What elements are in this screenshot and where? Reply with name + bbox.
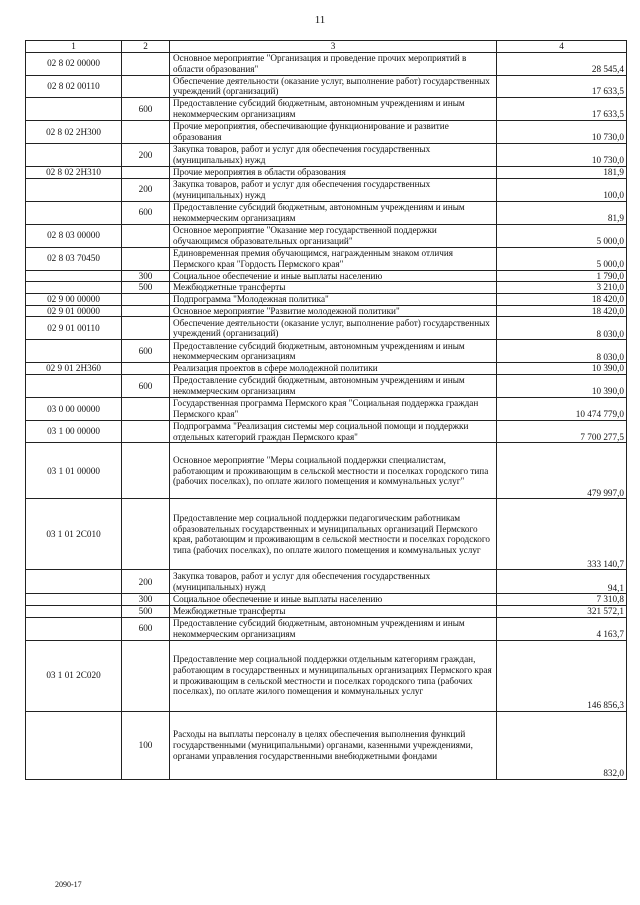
row-expense-type <box>122 317 170 340</box>
table-row <box>26 52 627 75</box>
row-code <box>26 178 122 201</box>
row-expense-type <box>122 224 170 247</box>
header-cell-2: 2 <box>122 41 170 53</box>
table-row <box>26 606 627 618</box>
row-name: Единовременная премия обучающимся, награжденным знаком отличия Пермского края "Гордость Пермского края" <box>170 247 497 270</box>
row-name: Прочие мероприятия в области образования <box>170 167 497 179</box>
row-expense-type: 200 <box>122 144 170 167</box>
table-row <box>26 421 627 443</box>
row-amount: 18 420,0 <box>497 305 627 317</box>
row-expense-type <box>122 167 170 179</box>
table-row <box>26 594 627 606</box>
table-row <box>26 711 627 779</box>
row-amount: 17 633,5 <box>497 75 627 97</box>
row-code <box>26 144 122 167</box>
row-code <box>26 375 122 398</box>
row-expense-type: 300 <box>122 594 170 606</box>
row-name: Предоставление мер социальной поддержки отдельным категориям граждан, работающим в государственных и муниципальных организациях Пермского края и проживающим в сельской местности и поселках городского типа (рабочих поселках), по оплате жилого помещения и коммунальных услуг <box>170 640 497 711</box>
row-code: 02 9 01 2Н360 <box>26 363 122 375</box>
row-expense-type: 600 <box>122 201 170 224</box>
row-amount: 181,9 <box>497 167 627 179</box>
row-code: 03 0 00 00000 <box>26 398 122 421</box>
row-name: Основное мероприятие "Организация и проведение прочих мероприятий в области образования" <box>170 52 497 75</box>
table-row <box>26 201 627 224</box>
row-amount: 94,1 <box>497 570 627 594</box>
row-name: Основное мероприятие "Оказание мер государственной поддержки обучающимся образовательных организаций" <box>170 224 497 247</box>
budget-table-body <box>26 41 627 780</box>
row-expense-type <box>122 294 170 306</box>
row-code: 02 8 03 70450 <box>26 247 122 270</box>
row-name: Основное мероприятие "Меры социальной поддержки специалистам, работающим и проживающим в сельской местности и поселках городского типа (рабочих поселках), по оплате жилого помещения и коммунальных услуг" <box>170 443 497 499</box>
row-name: Предоставление субсидий бюджетным, автономным учреждениям и иным некоммерческим организациям <box>170 98 497 121</box>
row-code <box>26 282 122 294</box>
table-row <box>26 375 627 398</box>
footer-code: 2090-17 <box>55 880 82 889</box>
row-name: Обеспечение деятельности (оказание услуг, выполнение работ) государственных учреждений (организаций) <box>170 317 497 340</box>
table-row <box>26 499 627 570</box>
row-expense-type <box>122 398 170 421</box>
table-row <box>26 247 627 270</box>
row-name: Межбюджетные трансферты <box>170 282 497 294</box>
row-name: Закупка товаров, работ и услуг для обеспечения государственных (муниципальных) нужд <box>170 144 497 167</box>
row-code: 02 8 02 2Н310 <box>26 167 122 179</box>
row-expense-type <box>122 305 170 317</box>
row-code <box>26 570 122 594</box>
table-row <box>26 224 627 247</box>
header-cell-1: 1 <box>26 41 122 53</box>
row-name: Расходы на выплаты персоналу в целях обеспечения выполнения функций государственными (муниципальными) органами, казенными учреждениями, органами управления государственными внебюджетными фондами <box>170 711 497 779</box>
row-name: Межбюджетные трансферты <box>170 606 497 618</box>
row-code: 02 8 02 2Н300 <box>26 121 122 144</box>
table-row <box>26 443 627 499</box>
row-amount: 333 140,7 <box>497 499 627 570</box>
row-amount: 10 390,0 <box>497 363 627 375</box>
row-amount: 10 474 779,0 <box>497 398 627 421</box>
row-amount: 5 000,0 <box>497 224 627 247</box>
table-row <box>26 398 627 421</box>
table-row <box>26 317 627 340</box>
row-name: Основное мероприятие "Развитие молодежной политики" <box>170 305 497 317</box>
row-code: 03 1 01 2С010 <box>26 499 122 570</box>
row-code: 02 8 02 00000 <box>26 52 122 75</box>
row-amount: 28 545,4 <box>497 52 627 75</box>
row-amount: 146 856,3 <box>497 640 627 711</box>
table-row <box>26 121 627 144</box>
header-cell-4: 4 <box>497 41 627 53</box>
row-name: Обеспечение деятельности (оказание услуг, выполнение работ) государственных учреждений (организаций) <box>170 75 497 97</box>
row-amount: 10 730,0 <box>497 121 627 144</box>
row-amount: 4 163,7 <box>497 617 627 640</box>
table-row <box>26 640 627 711</box>
row-code <box>26 594 122 606</box>
table-row <box>26 178 627 201</box>
row-amount: 3 210,0 <box>497 282 627 294</box>
table-row <box>26 340 627 363</box>
row-name: Социальное обеспечение и иные выплаты населению <box>170 594 497 606</box>
row-name: Закупка товаров, работ и услуг для обеспечения государственных (муниципальных) нужд <box>170 178 497 201</box>
row-expense-type <box>122 363 170 375</box>
row-expense-type <box>122 421 170 443</box>
row-expense-type <box>122 247 170 270</box>
row-name: Предоставление мер социальной поддержки педагогическим работникам образовательных государственных и муниципальных организаций Пермского края, работающим и проживающим в сельской местности и поселках городского типа (рабочих поселках), по оплате жилого помещения и коммунальных услуг <box>170 499 497 570</box>
row-name: Подпрограмма "Молодежная политика" <box>170 294 497 306</box>
row-amount: 81,9 <box>497 201 627 224</box>
row-expense-type: 300 <box>122 270 170 282</box>
row-amount: 7 700 277,5 <box>497 421 627 443</box>
row-expense-type <box>122 52 170 75</box>
row-name: Предоставление субсидий бюджетным, автономным учреждениям и иным некоммерческим организациям <box>170 617 497 640</box>
row-code <box>26 606 122 618</box>
page-number: 11 <box>314 14 326 26</box>
table-row <box>26 570 627 594</box>
row-code <box>26 98 122 121</box>
row-code <box>26 617 122 640</box>
row-name: Государственная программа Пермского края "Социальная поддержка граждан Пермского края" <box>170 398 497 421</box>
row-amount: 100,0 <box>497 178 627 201</box>
row-name: Прочие мероприятия, обеспечивающие функционирование и развитие образования <box>170 121 497 144</box>
table-row <box>26 144 627 167</box>
table-row <box>26 363 627 375</box>
row-expense-type <box>122 640 170 711</box>
row-amount: 7 310,8 <box>497 594 627 606</box>
header-cell-3: 3 <box>170 41 497 53</box>
row-amount: 10 730,0 <box>497 144 627 167</box>
row-code <box>26 340 122 363</box>
row-amount: 10 390,0 <box>497 375 627 398</box>
row-name: Закупка товаров, работ и услуг для обеспечения государственных (муниципальных) нужд <box>170 570 497 594</box>
row-amount: 18 420,0 <box>497 294 627 306</box>
row-expense-type <box>122 443 170 499</box>
table-row <box>26 282 627 294</box>
table-row <box>26 294 627 306</box>
row-amount: 479 997,0 <box>497 443 627 499</box>
row-expense-type <box>122 75 170 97</box>
budget-table <box>25 40 627 780</box>
table-row <box>26 270 627 282</box>
row-expense-type: 500 <box>122 606 170 618</box>
row-code: 03 1 00 00000 <box>26 421 122 443</box>
row-code <box>26 201 122 224</box>
row-expense-type: 600 <box>122 617 170 640</box>
row-amount: 321 572,1 <box>497 606 627 618</box>
row-code <box>26 711 122 779</box>
row-amount: 832,0 <box>497 711 627 779</box>
row-code: 02 9 01 00000 <box>26 305 122 317</box>
row-name: Предоставление субсидий бюджетным, автономным учреждениям и иным некоммерческим организациям <box>170 201 497 224</box>
row-expense-type: 600 <box>122 98 170 121</box>
table-row <box>26 98 627 121</box>
row-amount: 17 633,5 <box>497 98 627 121</box>
table-row <box>26 75 627 97</box>
row-expense-type: 600 <box>122 375 170 398</box>
row-expense-type <box>122 121 170 144</box>
row-amount: 8 030,0 <box>497 340 627 363</box>
row-amount: 1 790,0 <box>497 270 627 282</box>
row-expense-type: 200 <box>122 178 170 201</box>
row-expense-type <box>122 499 170 570</box>
row-expense-type: 100 <box>122 711 170 779</box>
row-code: 02 9 01 00110 <box>26 317 122 340</box>
row-code: 02 9 00 00000 <box>26 294 122 306</box>
row-name: Предоставление субсидий бюджетным, автономным учреждениям и иным некоммерческим организациям <box>170 375 497 398</box>
table-row <box>26 305 627 317</box>
row-code: 02 8 02 00110 <box>26 75 122 97</box>
row-name: Предоставление субсидий бюджетным, автономным учреждениям и иным некоммерческим организациям <box>170 340 497 363</box>
row-code: 03 1 01 00000 <box>26 443 122 499</box>
table-row <box>26 167 627 179</box>
row-amount: 5 000,0 <box>497 247 627 270</box>
row-amount: 8 030,0 <box>497 317 627 340</box>
row-code <box>26 270 122 282</box>
row-expense-type: 600 <box>122 340 170 363</box>
row-name: Социальное обеспечение и иные выплаты населению <box>170 270 497 282</box>
row-code: 02 8 03 00000 <box>26 224 122 247</box>
row-expense-type: 500 <box>122 282 170 294</box>
row-name: Реализация проектов в сфере молодежной политики <box>170 363 497 375</box>
table-row <box>26 617 627 640</box>
row-name: Подпрограмма "Реализация системы мер социальной помощи и поддержки отдельных категорий граждан Пермского края" <box>170 421 497 443</box>
row-expense-type: 200 <box>122 570 170 594</box>
table-header-row <box>26 41 627 53</box>
row-code: 03 1 01 2С020 <box>26 640 122 711</box>
